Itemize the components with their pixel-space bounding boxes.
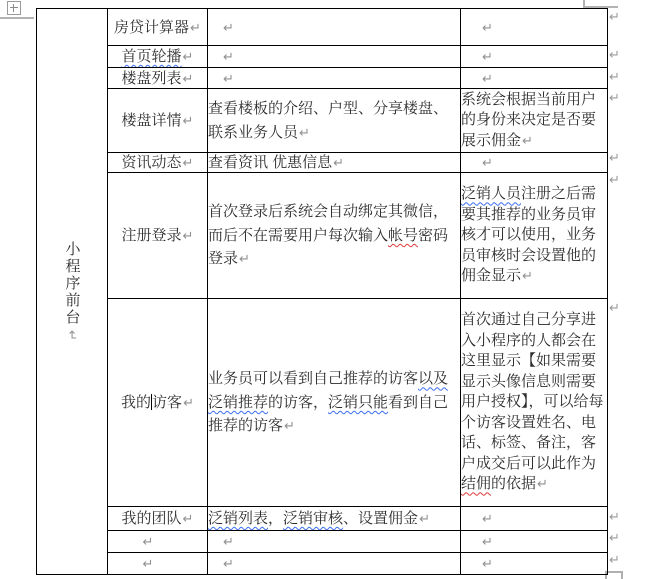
- paragraph-mark-icon: ↵: [482, 70, 493, 86]
- group-label: 小程序前台: [63, 240, 81, 326]
- table-row: [37, 153, 608, 173]
- feature-cell[interactable]: [108, 89, 208, 153]
- text-run: 首次登录后系统会自动绑定其微信，而后不在需要用户每次输入: [208, 203, 449, 244]
- paragraph-mark-icon: ↵: [333, 155, 345, 170]
- note-cell[interactable]: [461, 68, 608, 89]
- paragraph-mark-icon: ↵: [419, 511, 430, 526]
- note-cell[interactable]: [461, 507, 608, 531]
- description-cell[interactable]: [208, 153, 461, 173]
- paragraph-mark-icon: ↵: [142, 556, 154, 571]
- description-cell[interactable]: [208, 173, 461, 299]
- text-run: 注册登录: [121, 227, 182, 244]
- feature-cell[interactable]: [108, 531, 208, 553]
- text-run: 密码登录: [208, 226, 449, 268]
- paragraph-mark-icon: ↵: [142, 534, 154, 549]
- text-run: 我的: [121, 394, 152, 411]
- table-row: [37, 299, 608, 507]
- row-end-mark-icon: ↵: [609, 9, 620, 24]
- text-run: 资讯动态: [121, 154, 182, 171]
- table-row: [37, 507, 608, 531]
- description-cell[interactable]: [208, 299, 461, 507]
- paragraph-mark-icon: ↵: [182, 228, 194, 243]
- row-end-mark-icon: ↵: [609, 172, 620, 187]
- paragraph-mark-icon: ↵: [482, 556, 493, 571]
- table-row: [37, 9, 608, 46]
- paragraph-mark-icon: ↵: [284, 418, 295, 434]
- feature-cell[interactable]: [108, 173, 208, 299]
- text-run: 楼盘列表: [121, 69, 182, 87]
- paragraph-mark-icon: ↵: [223, 556, 234, 571]
- paragraph-mark-icon: ↵: [299, 124, 310, 140]
- note-cell[interactable]: [461, 531, 608, 553]
- paragraph-mark-icon: ↵: [223, 534, 234, 549]
- spelling-flagged-run: 结佣: [461, 475, 492, 493]
- grammar-flagged-run: 首页轮播: [121, 48, 182, 65]
- paragraph-mark-icon: ↵: [182, 511, 194, 526]
- text-run: ，: [268, 510, 284, 527]
- feature-cell[interactable]: [108, 153, 208, 173]
- note-cell[interactable]: [461, 9, 608, 46]
- paragraph-mark-icon: ↵: [183, 395, 194, 410]
- grammar-flagged-run: 泛销审核: [283, 510, 344, 527]
- text-run: 的访客，: [268, 393, 329, 411]
- feature-cell[interactable]: [108, 68, 208, 89]
- paragraph-mark-icon: ↵: [223, 70, 234, 86]
- row-end-mark-icon: ↵: [609, 150, 620, 165]
- paragraph-mark-icon: ↵: [482, 19, 493, 35]
- text-run: 查看楼板的介绍、户型、分享楼盘、联系业务人员: [208, 100, 449, 141]
- text-run: 注册之后需要其推荐的业务员审核才可以使用，业务员审核时会设置他的佣金显示: [461, 185, 597, 285]
- feature-cell[interactable]: [108, 553, 208, 575]
- paragraph-mark-icon: ↵: [65, 329, 80, 341]
- text-run: 、设置佣金: [343, 510, 419, 527]
- row-end-mark-icon: ↵: [609, 69, 620, 84]
- table-row: [37, 89, 608, 153]
- paragraph-mark-icon: ↵: [482, 511, 493, 526]
- row-end-mark-icon: ↵: [609, 509, 620, 524]
- margin-boundary-mark: [0, 17, 34, 19]
- description-cell[interactable]: [208, 46, 461, 68]
- paragraph-mark-icon: ↵: [190, 19, 201, 35]
- grammar-flagged-run: 泛销只能: [328, 393, 389, 411]
- text-run: 系统会根据当前用户的身份来决定是否要展示佣金: [461, 90, 597, 149]
- description-cell[interactable]: [208, 553, 461, 575]
- feature-cell[interactable]: [108, 9, 208, 46]
- description-cell[interactable]: [208, 89, 461, 153]
- text-run: 我的团队: [121, 510, 182, 527]
- text-run: 访客: [152, 394, 183, 411]
- features-table: [36, 8, 608, 575]
- note-cell[interactable]: [461, 46, 608, 68]
- text-run: 的依据: [491, 475, 537, 493]
- note-cell[interactable]: [461, 299, 608, 507]
- description-cell[interactable]: [208, 68, 461, 89]
- note-cell[interactable]: [461, 553, 608, 575]
- description-cell[interactable]: [208, 9, 461, 46]
- paragraph-mark-icon: ↵: [482, 534, 493, 549]
- paragraph-mark-icon: ↵: [182, 113, 194, 128]
- table-row: [37, 46, 608, 68]
- text-run: 房贷计算器: [114, 18, 190, 36]
- table-move-handle-icon[interactable]: [7, 1, 21, 15]
- text-run: 查看资讯 优惠信息: [208, 154, 333, 171]
- table-row: [37, 68, 608, 89]
- note-cell[interactable]: [461, 153, 608, 173]
- paragraph-mark-icon: ↵: [182, 49, 194, 64]
- note-cell[interactable]: [461, 173, 608, 299]
- paragraph-mark-icon: ↵: [239, 251, 250, 267]
- paragraph-mark-icon: ↵: [182, 155, 194, 170]
- paragraph-mark-icon: ↵: [182, 70, 194, 86]
- feature-cell[interactable]: [108, 507, 208, 531]
- row-end-mark-icon: ↵: [609, 300, 620, 315]
- description-cell[interactable]: [208, 507, 461, 531]
- paragraph-mark-icon: ↵: [522, 268, 533, 284]
- row-end-mark-icon: ↵: [609, 47, 620, 62]
- note-cell[interactable]: [461, 89, 608, 153]
- paragraph-mark-icon: ↵: [223, 19, 234, 35]
- paragraph-mark-icon: ↵: [482, 155, 493, 170]
- paragraph-mark-icon: ↵: [537, 476, 548, 492]
- grammar-flagged-run: 以及: [418, 370, 449, 388]
- grammar-flagged-run: 泛销列表: [208, 510, 269, 527]
- feature-cell[interactable]: [108, 299, 208, 507]
- table-row: [37, 531, 608, 553]
- feature-cell[interactable]: [108, 46, 208, 68]
- row-end-mark-icon: ↵: [609, 90, 620, 105]
- grammar-flagged-run: 泛销人员: [461, 185, 522, 203]
- table-row: [37, 173, 608, 299]
- paragraph-mark-icon: ↵: [223, 49, 234, 64]
- spelling-flagged-run: 帐号: [388, 226, 419, 244]
- grammar-flagged-run: 泛销推荐: [208, 393, 269, 411]
- text-run: 看到自己推荐的访客: [208, 393, 449, 435]
- table-row: [37, 553, 608, 575]
- text-run: 楼盘详情: [121, 112, 182, 129]
- text-run: 业务员可以看到自己推荐的访客: [208, 370, 419, 388]
- row-end-mark-icon: ↵: [609, 552, 620, 567]
- text-run: 首次通过自己分享进入小程序的人都会在这里显示【如果需要显示头像信息则需要用户授权】，可以给每个访客设置姓名、电话、标签、备注，客户成交后可以此作为: [461, 311, 604, 472]
- group-cell[interactable]: [37, 9, 108, 575]
- row-end-mark-icon: ↵: [609, 530, 620, 545]
- description-cell[interactable]: [208, 531, 461, 553]
- paragraph-mark-icon: ↵: [522, 132, 533, 148]
- paragraph-mark-icon: ↵: [482, 49, 493, 64]
